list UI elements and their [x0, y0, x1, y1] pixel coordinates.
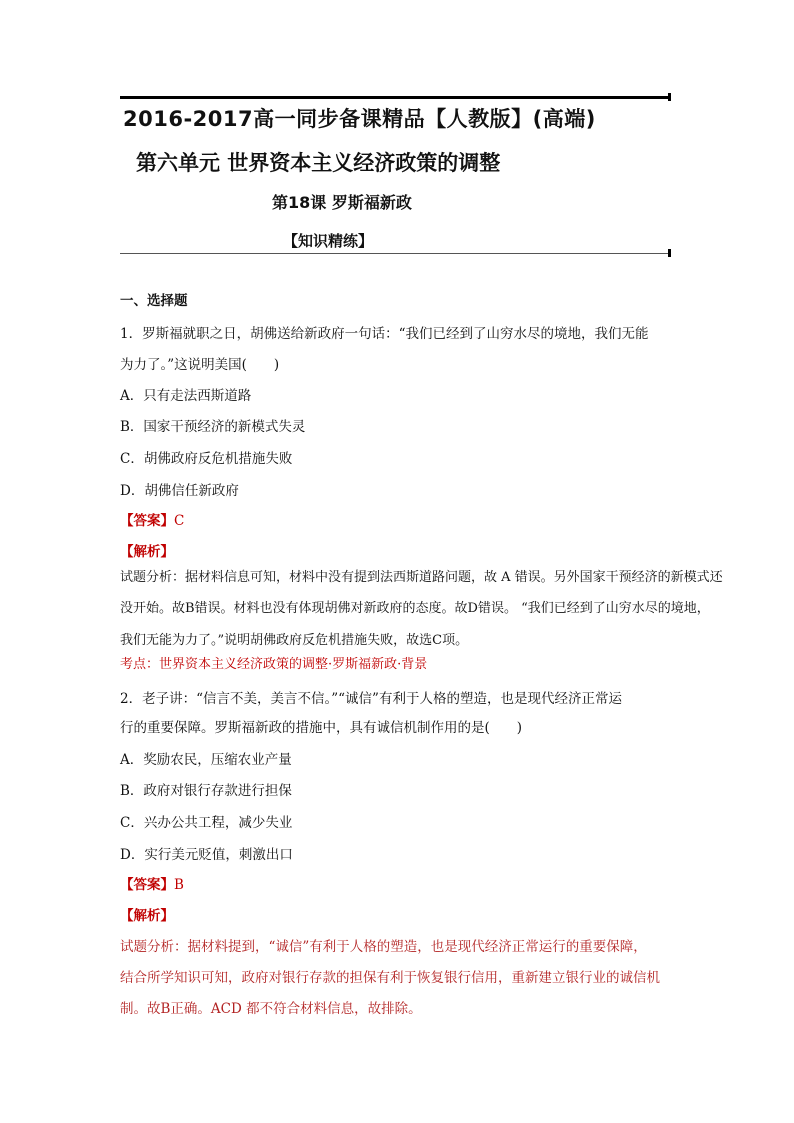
analysis-label: 【解析】 — [120, 544, 174, 560]
lesson-title: 第18课 罗斯福新政 — [272, 193, 412, 212]
question-2-answer — [120, 876, 184, 894]
unit-title: 第六单元 世界资本主义经济政策的调整 — [136, 151, 501, 175]
question-2-stem: 行的重要保障。罗斯福新政的措施中，具有诚信机制作用的是( ) — [120, 720, 523, 736]
question-1-stem: 为力了。”这说明美国( ) — [120, 357, 280, 373]
question-1-analysis: 我们无能为力了。”说明胡佛政府反危机措施失败，故选C项。 — [120, 633, 469, 648]
question-2-option-d: D．实行美元贬值，刺激出口 — [120, 847, 293, 863]
answer-value: B — [174, 877, 184, 893]
question-2-stem: 2．老子讲：“信言不美，美言不信。”“诚信”有利于人格的塑造，也是现代经济正常运 — [120, 691, 622, 707]
banner-corner-mark — [668, 93, 671, 101]
document-title: 2016-2017高一同步备课精品【人教版】(高端) — [123, 107, 596, 131]
question-1-stem: 1．罗斯福就职之日，胡佛送给新政府一句话：“我们已经到了山穷水尽的境地，我们无能 — [120, 326, 649, 342]
section-tag: 【知识精练】 — [283, 232, 374, 250]
question-1-option-b: B．国家干预经济的新模式失灵 — [120, 419, 306, 435]
question-2-option-a: A．奖励农民，压缩农业产量 — [120, 752, 292, 768]
section-heading: 一、选择题 — [120, 293, 188, 309]
question-1-note: 考点：世界资本主义经济政策的调整·罗斯福新政·背景 — [120, 657, 428, 672]
question-2-option-c: C．兴办公共工程，减少失业 — [120, 815, 293, 831]
answer-label: 【答案】 — [120, 513, 174, 529]
banner-corner-mark — [668, 249, 671, 257]
answer-label: 【答案】 — [120, 877, 174, 893]
analysis-label: 【解析】 — [120, 908, 174, 924]
question-2-analysis: 制。故B正确。ACD 都不符合材料信息，故排除。 — [120, 1001, 422, 1017]
question-1-analysis: 没开始。故B错误。材料也没有体现胡佛对新政府的态度。故D错误。 “我们已经到了山穷水尽的境地， — [120, 601, 710, 616]
question-1-option-d: D．胡佛信任新政府 — [120, 483, 239, 499]
question-1-option-c: C．胡佛政府反危机措施失败 — [120, 451, 293, 467]
question-2-option-b: B．政府对银行存款进行担保 — [120, 783, 292, 799]
question-2-analysis: 结合所学知识可知，政府对银行存款的担保有利于恢复银行信用，重新建立银行业的诚信机 — [120, 970, 660, 986]
question-1-option-a: A．只有走法西斯道路 — [120, 388, 252, 404]
question-1-answer — [120, 512, 184, 530]
answer-value: C — [174, 513, 185, 529]
question-2-analysis: 试题分析：据材料提到，“诚信”有利于人格的塑造，也是现代经济正常运行的重要保障， — [120, 939, 647, 955]
question-1-analysis: 试题分析：据材料信息可知，材料中没有提到法西斯道路问题，故 A 错误。另外国家干预经济的新模式还 — [120, 570, 723, 585]
